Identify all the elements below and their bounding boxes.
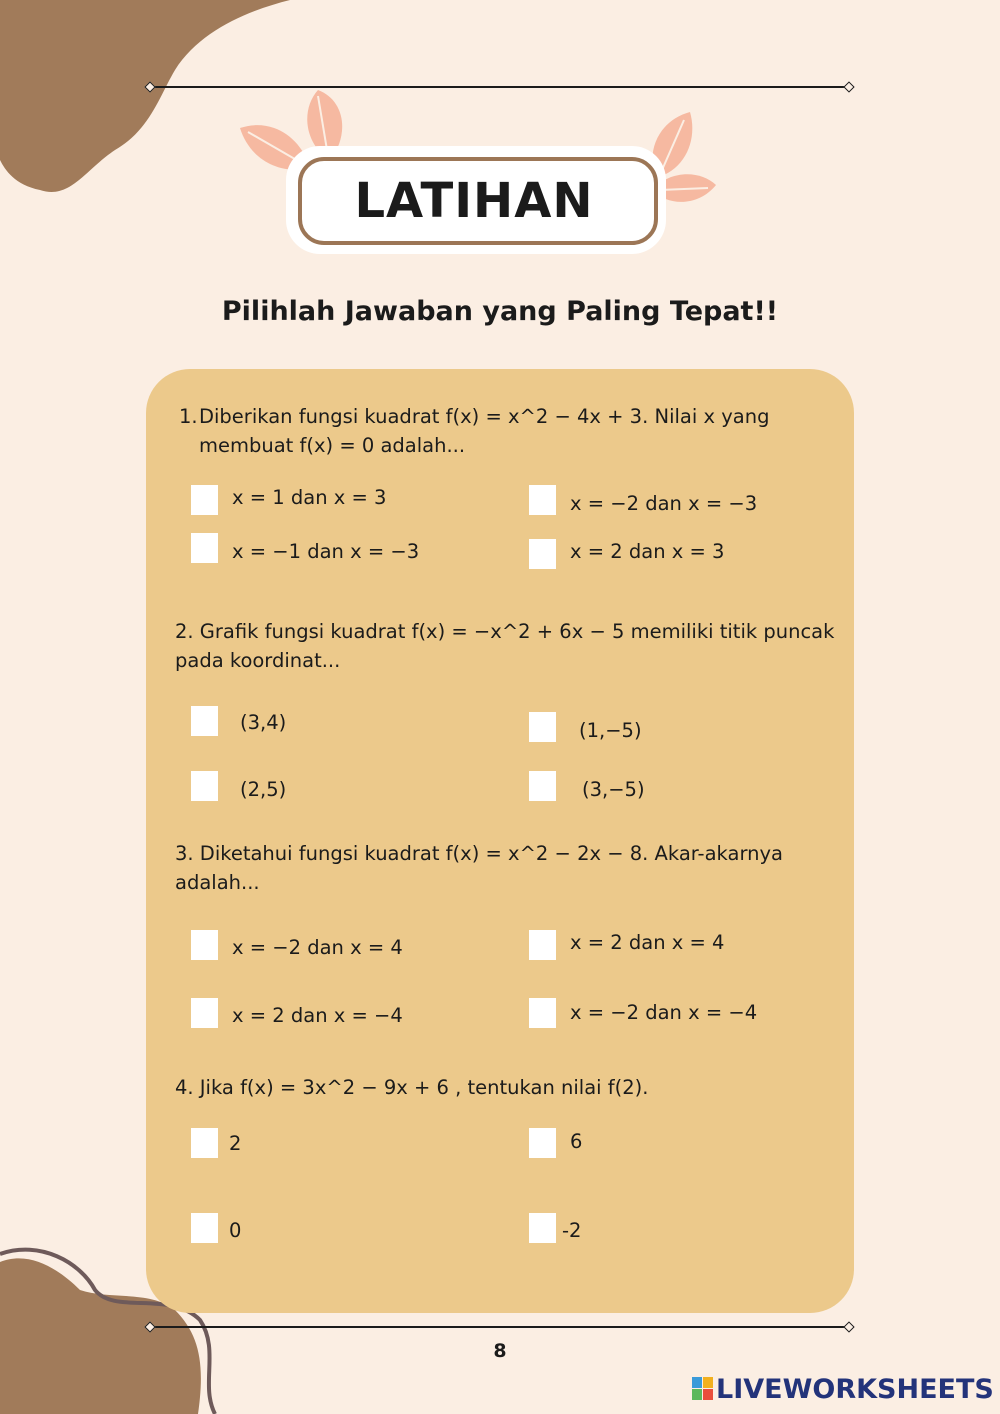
option-q4-c: 0 bbox=[229, 1219, 242, 1242]
option-q4-d: -2 bbox=[562, 1219, 582, 1242]
option-q3-d: x = −2 dan x = −4 bbox=[570, 1001, 758, 1024]
checkbox-q4-a[interactable] bbox=[191, 1128, 218, 1158]
checkbox-q3-c[interactable] bbox=[191, 998, 218, 1028]
question-1-line-1: Diberikan fungsi kuadrat f(x) = x^2 − 4x + 3. Nilai x yang bbox=[199, 405, 770, 428]
question-1-number: 1. bbox=[179, 405, 198, 428]
title-frame bbox=[298, 157, 658, 245]
question-2-line-2: pada koordinat... bbox=[175, 649, 341, 672]
option-q3-b: x = 2 dan x = 4 bbox=[570, 931, 725, 954]
liveworksheets-logo-icon bbox=[692, 1377, 714, 1401]
checkbox-q2-b[interactable] bbox=[529, 712, 556, 742]
checkbox-q4-d[interactable] bbox=[529, 1213, 556, 1243]
option-q1-b: x = −2 dan x = −3 bbox=[570, 492, 758, 515]
instruction-heading: Pilihlah Jawaban yang Paling Tepat!! bbox=[221, 296, 779, 327]
question-4-line-1: 4. Jika f(x) = 3x^2 − 9x + 6 , tentukan nilai f(2). bbox=[175, 1076, 649, 1099]
question-3 bbox=[175, 839, 836, 897]
checkbox-q4-c[interactable] bbox=[191, 1213, 218, 1243]
option-q2-d: (3,−5) bbox=[582, 778, 645, 801]
checkbox-q1-a[interactable] bbox=[191, 485, 218, 515]
checkbox-q3-a[interactable] bbox=[191, 930, 218, 960]
option-q1-a: x = 1 dan x = 3 bbox=[232, 486, 387, 509]
checkbox-q3-b[interactable] bbox=[529, 930, 556, 960]
checkbox-q1-c[interactable] bbox=[191, 533, 218, 563]
top-left-blob bbox=[0, 0, 290, 192]
option-q2-c: (2,5) bbox=[240, 778, 287, 801]
checkbox-q2-a[interactable] bbox=[191, 706, 218, 736]
page-number: 8 bbox=[493, 1340, 507, 1362]
question-1 bbox=[175, 402, 836, 460]
brand-name: LIVEWORKSHEETS bbox=[716, 1373, 994, 1405]
top-divider bbox=[150, 86, 850, 88]
liveworksheets-watermark bbox=[692, 1372, 994, 1406]
checkbox-q3-d[interactable] bbox=[529, 998, 556, 1028]
question-1-line-2: membuat f(x) = 0 adalah... bbox=[199, 434, 466, 457]
bottom-divider bbox=[150, 1326, 850, 1328]
checkbox-q1-d[interactable] bbox=[529, 539, 556, 569]
option-q2-a: (3,4) bbox=[240, 711, 287, 734]
checkbox-q2-d[interactable] bbox=[529, 771, 556, 801]
question-4 bbox=[175, 1073, 836, 1102]
option-q1-d: x = 2 dan x = 3 bbox=[570, 540, 725, 563]
page-title: LATIHAN bbox=[354, 173, 594, 229]
question-2-line-1: 2. Grafik fungsi kuadrat f(x) = −x^2 + 6x − 5 memiliki titik puncak bbox=[175, 620, 835, 643]
question-2 bbox=[175, 617, 836, 675]
option-q2-b: (1,−5) bbox=[579, 719, 642, 742]
option-q3-c: x = 2 dan x = −4 bbox=[232, 1004, 403, 1027]
option-q4-b: 6 bbox=[570, 1130, 583, 1153]
question-3-line-2: adalah... bbox=[175, 871, 260, 894]
option-q3-a: x = −2 dan x = 4 bbox=[232, 936, 403, 959]
option-q4-a: 2 bbox=[229, 1132, 242, 1155]
checkbox-q2-c[interactable] bbox=[191, 771, 218, 801]
checkbox-q4-b[interactable] bbox=[529, 1128, 556, 1158]
checkbox-q1-b[interactable] bbox=[529, 485, 556, 515]
option-q1-c: x = −1 dan x = −3 bbox=[232, 540, 420, 563]
question-3-line-1: 3. Diketahui fungsi kuadrat f(x) = x^2 − 2x − 8. Akar-akarnya bbox=[175, 842, 783, 865]
